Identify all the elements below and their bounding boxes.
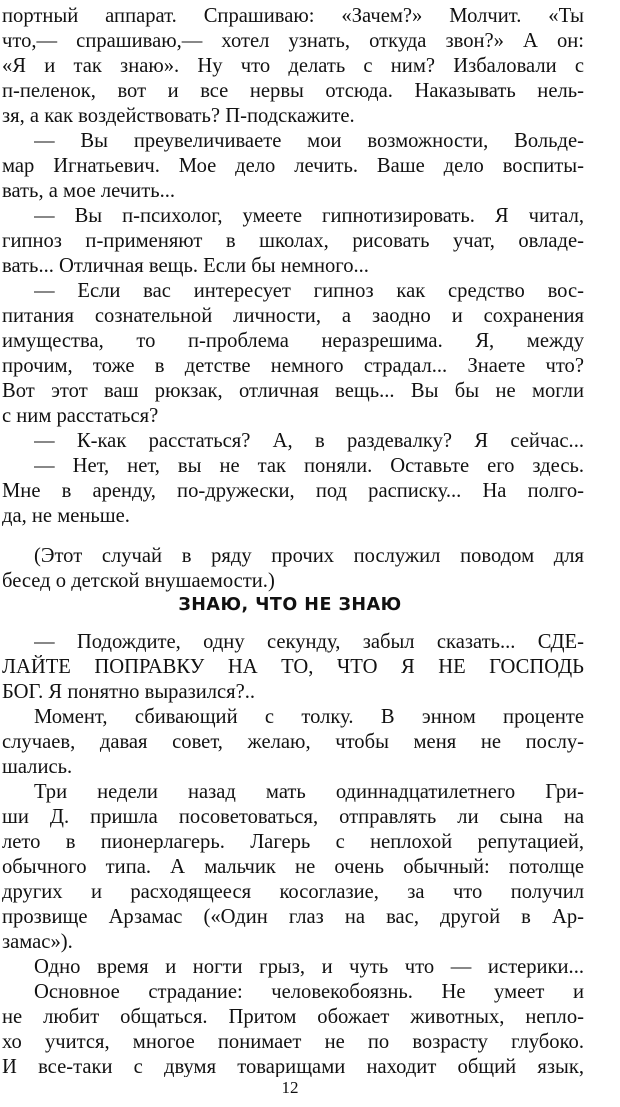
text-line: бесед о детской внушаемости.) [2, 570, 275, 592]
text-line: — Вы п-психолог, умеете гипнотизировать. Я читал, [34, 205, 584, 227]
text-line: питания сознательной личности, а заодно и сохранения [2, 305, 584, 327]
text-line: ши Д. пришла посоветоваться, отправлять ли сына на [2, 806, 584, 828]
text-line: да, не меньше. [2, 505, 130, 527]
text-line: Вот этот ваш рюкзак, отличная вещь... Вы бы не могли [2, 380, 584, 402]
text-line: прочим, тоже в детстве немного страдал... Знаете что? [2, 355, 584, 377]
section-heading: ЗНАЮ, ЧТО НЕ ЗНАЮ [178, 595, 402, 615]
text-line: И все-таки с двумя товарищами находит общий язык, [2, 1056, 584, 1077]
text-line: шались. [2, 756, 73, 778]
text-line: зя, а как воздействовать? П-подскажите. [2, 105, 355, 127]
text-line: портный аппарат. Спрашиваю: «Зачем?» Молчит. «Ты [2, 5, 584, 27]
text-line: БОГ. Я понятно выразился?.. [2, 681, 256, 703]
text-line: — Нет, нет, вы не так поняли. Оставьте его здесь. [34, 455, 584, 477]
text-line: вать... Отличная вещь. Если бы немного... [2, 255, 369, 277]
page-number: 12 [281, 1078, 299, 1097]
text-line: — Если вас интересует гипноз как средство вос- [34, 280, 584, 302]
text-line: — Подождите, одну секунду, забыл сказать... СДЕ- [34, 631, 584, 653]
text-line: лето в пионерлагерь. Лагерь с неплохой репутацией, [2, 831, 584, 853]
text-line: что,— спрашиваю,— хотел узнать, откуда звон?» А он: [2, 30, 584, 52]
text-line: (Этот случай в ряду прочих послужил поводом для [34, 545, 584, 567]
text-line: гипноз п-применяют в школах, рисовать учат, овладе- [2, 230, 584, 252]
text-line: имущества, то п-проблема неразрешима. Я, между [2, 330, 584, 352]
text-line: Три недели назад мать одиннадцатилетнего Гри- [34, 781, 584, 803]
text-line: других и расходящееся косоглазие, за что получил [2, 881, 584, 903]
text-line: п-пеленок, вот и все нервы отсюда. Наказывать нель- [2, 80, 584, 102]
text-line: — Вы преувеличиваете мои возможности, Вольде- [34, 130, 584, 152]
text-line: обычного типа. А мальчик не очень обычный: потолще [2, 856, 584, 878]
text-line: Мне в аренду, по-дружески, под расписку... На полго- [2, 480, 584, 502]
text-line: Одно время и ногти грыз, и чуть что — истерики... [34, 956, 584, 978]
text-line: мар Игнатьевич. Мое дело лечить. Ваше дело воспиты- [2, 155, 584, 177]
text-line: хо учится, многое понимает не по возрасту глубоко. [2, 1031, 584, 1053]
text-line: замас»). [2, 931, 73, 953]
text-line: с ним расстаться? [2, 405, 159, 427]
text-line: ЛАЙТЕ ПОПРАВКУ НА ТО, ЧТО Я НЕ ГОСПОДЬ [2, 656, 584, 678]
text-line: Момент, сбивающий с толку. В энном проценте [34, 706, 584, 728]
text-line: случаев, давая совет, желаю, чтобы меня не послу- [2, 731, 584, 753]
text-line: — К-как расстаться? А, в раздевалку? Я сейчас... [34, 430, 584, 452]
text-line: не любит общаться. Притом обожает животных, непло- [2, 1006, 584, 1028]
text-line: «Я и так знаю». Ну что делать с ним? Избаловали с [2, 55, 584, 77]
text-line: вать, а мое лечить... [2, 180, 176, 202]
text-line: Основное страдание: человекобоязнь. Не умеет и [34, 981, 584, 1003]
text-line: прозвище Арзамас («Один глаз на вас, другой в Ар- [2, 906, 584, 928]
